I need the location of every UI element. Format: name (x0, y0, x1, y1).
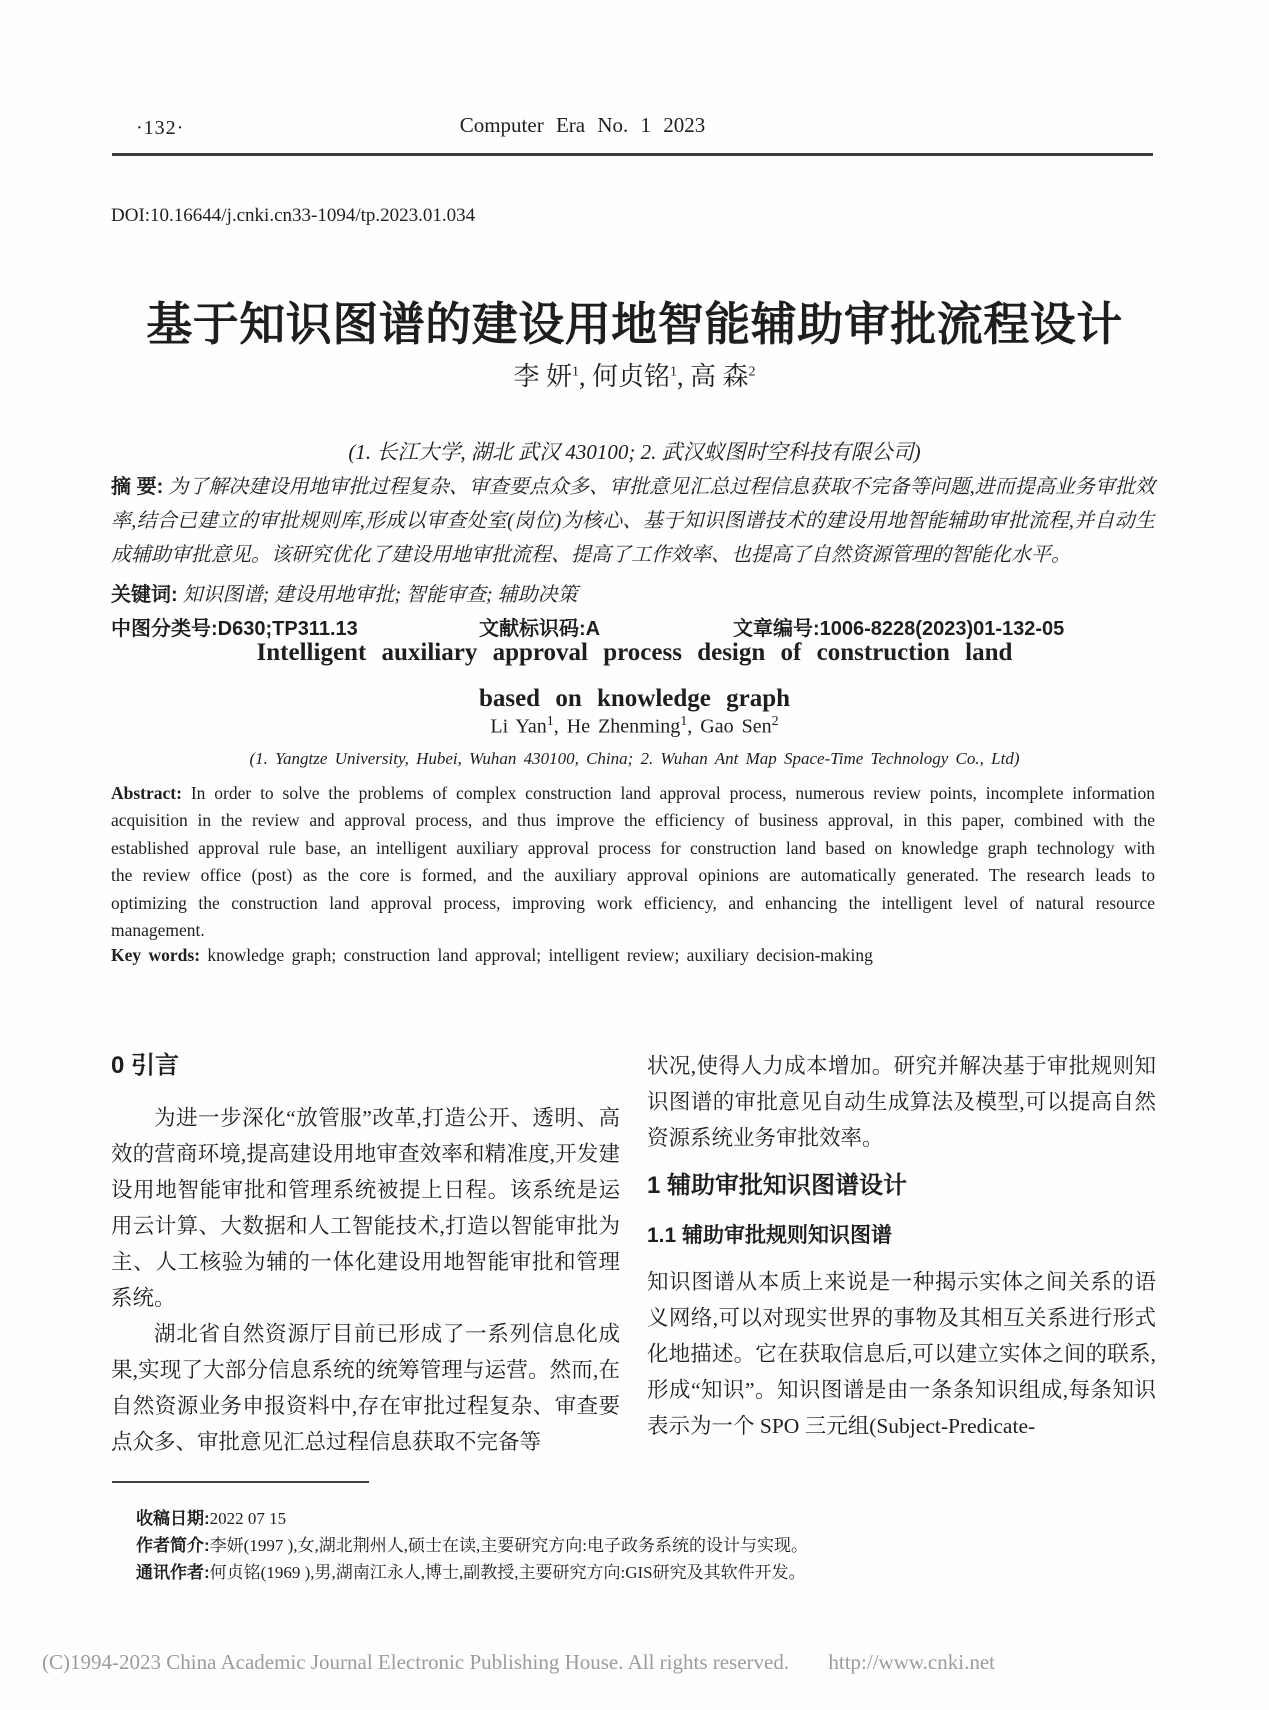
footnote-divider (112, 1481, 369, 1483)
affiliation-en: (1. Yangtze University, Hubei, Wuhan 430100, China; 2. Wuhan Ant Map Space-Time Technology Co., Ltd) (249, 749, 1020, 768)
keywords-zh-label: 关键词: (111, 584, 178, 606)
body-columns (111, 1048, 1157, 1460)
abstract-en-label: Abstract: (111, 783, 182, 803)
article-title-en (0, 630, 1269, 722)
author-zh-3-affmark: 2 (748, 364, 756, 380)
section-1-1-paragraph: 知识图谱从本质上来说是一种揭示实体之间关系的语义网络,可以对现实世界的事物及其相互关系进行形式化地描述。它在获取信息后,可以建立实体之间的联系,形成“知识”。知识图谱是由一条条知识组成,每条知识表示为一个 SPO 三元组(Subject-Predicate- (647, 1270, 1156, 1438)
footnote-author-bio (136, 1532, 1086, 1559)
article-title-en-line1: Intelligent auxiliary approval process design of construction land (256, 639, 1013, 666)
footnote-corresponding-author-text: 何贞铭(1969 ),男,湖南江永人,博士,副教授,主要研究方向:GIS研究及其软件开发。 (209, 1563, 806, 1582)
author-zh-1: 李 妍 (513, 362, 572, 391)
clc-number: 中图分类号:D630;TP311.13 (111, 618, 358, 640)
abstract-en (111, 780, 1155, 944)
header-divider (112, 153, 1153, 156)
footnotes (136, 1505, 1086, 1586)
keywords-zh-text: 知识图谱; 建设用地审批; 智能审查; 辅助决策 (182, 584, 578, 606)
author-zh-2-affmark: 1 (670, 364, 677, 380)
body-right-column (647, 1048, 1156, 1460)
copyright-text: (C)1994-2023 China Academic Journal Electronic Publishing House. All rights reserved. (42, 1650, 790, 1674)
abstract-en-text: In order to solve the problems of complex construction land approval process, numerous review points, incomplete information acquisition in the review and approval process, and thus improve the efficiency of business approval, in this paper, combined with the established approval rule base, an intelligent auxiliary approval process for construction land based on knowledge graph technology with the review office (post) as the core is formed, and the auxiliary approval opinions are automatically generated. The research leads to optimizing the construction land approval process, improving work efficiency, and enhancing the intelligent level of natural resource management. (111, 783, 1156, 941)
author-en-3: , Gao Sen (687, 715, 772, 738)
footnote-received-date (136, 1505, 1086, 1532)
body-left-column (111, 1048, 620, 1460)
copyright-bar (42, 1650, 1242, 1675)
authors-en (0, 714, 1269, 739)
author-en-2-affmark: 1 (680, 714, 688, 729)
author-en-3-affmark: 2 (771, 714, 779, 729)
abstract-zh-text: 为了解决建设用地审批过程复杂、审查要点众多、审批意见汇总过程信息获取不完备等问题,进而提高业务审批效率,结合已建立的审批规则库,形成以审查处室(岗位)为核心、基于知识图谱技术的建设用地智能辅助审批流程,并自动生成辅助审批意见。该研究优化了建设用地审批流程、提高了工作效率、也提高了自然资源管理的智能化水平。 (111, 476, 1156, 566)
author-zh-3: , 高 森 (677, 362, 749, 391)
footnote-received-date-label: 收稿日期: (136, 1509, 210, 1528)
footnote-corresponding-author-label: 通讯作者: (136, 1563, 210, 1582)
author-en-1: Li Yan (490, 715, 547, 738)
intro-paragraph-continued: 状况,使得人力成本增加。研究并解决基于审批规则知识图谱的审批意见自动生成算法及模型,可以提高自然资源系统业务审批效率。 (647, 1054, 1156, 1150)
section-1-1-heading: 1.1 辅助审批规则知识图谱 (647, 1224, 893, 1247)
keywords-en (111, 945, 1155, 966)
intro-paragraph-2: 湖北省自然资源厅目前已形成了一系列信息化成果,实现了大部分信息系统的统筹管理与运营。然而,在自然资源业务申报资料中,存在审批过程复杂、审查要点众多、审批意见汇总过程信息获取不完备等 (111, 1322, 620, 1454)
cnki-url: http://www.cnki.net (828, 1650, 995, 1674)
author-zh-1-affmark: 1 (571, 364, 579, 380)
footnote-corresponding-author (136, 1559, 1086, 1586)
author-en-2: , He Zhenming (553, 715, 681, 738)
footnote-author-bio-text: 李妍(1997 ),女,湖北荆州人,硕士在读,主要研究方向:电子政务系统的设计与实现。 (209, 1536, 808, 1555)
affiliation-zh: (1. 长江大学, 湖北 武汉 430100; 2. 武汉蚁图时空科技有限公司) (348, 440, 921, 464)
page-number: ·132· (136, 117, 185, 139)
footnote-received-date-text: 2022 07 15 (209, 1509, 287, 1528)
doi-line: DOI:10.16644/j.cnki.cn33-1094/tp.2023.01.034 (111, 205, 476, 226)
abstract-zh-label: 摘 要: (111, 476, 164, 498)
keywords-en-label: Key words: (111, 945, 201, 965)
keywords-zh (111, 578, 1155, 607)
keywords-en-text: knowledge graph; construction land approval; intelligent review; auxiliary decision-making (207, 945, 873, 965)
section-1-heading: 1 辅助审批知识图谱设计 (647, 1172, 908, 1199)
authors-zh (0, 356, 1269, 393)
footnote-author-bio-label: 作者简介: (136, 1536, 210, 1555)
author-en-1-affmark: 1 (546, 714, 554, 729)
intro-paragraph-1: 为进一步深化“放管服”改革,打造公开、透明、高效的营商环境,提高建设用地审查效率和精准度,开发建设用地智能审批和管理系统被提上日程。该系统是运用云计算、大数据和人工智能技术,打造以智能审批为主、人工核验为辅的一体化建设用地智能审批和管理系统。 (111, 1106, 620, 1310)
article-id: 文章编号:1006-8228(2023)01-132-05 (733, 618, 1065, 640)
document-code: 文献标识码:A (479, 618, 601, 640)
article-title-en-line2: based on knowledge graph (478, 685, 791, 712)
author-zh-2: , 何贞铭 (578, 362, 670, 391)
article-title-zh: 基于知识图谱的建设用地智能辅助审批流程设计 (146, 298, 1123, 350)
section-0-heading: 0 引言 (111, 1052, 180, 1079)
journal-header-title: Computer Era No. 1 2023 (459, 113, 706, 137)
abstract-zh (111, 470, 1155, 572)
